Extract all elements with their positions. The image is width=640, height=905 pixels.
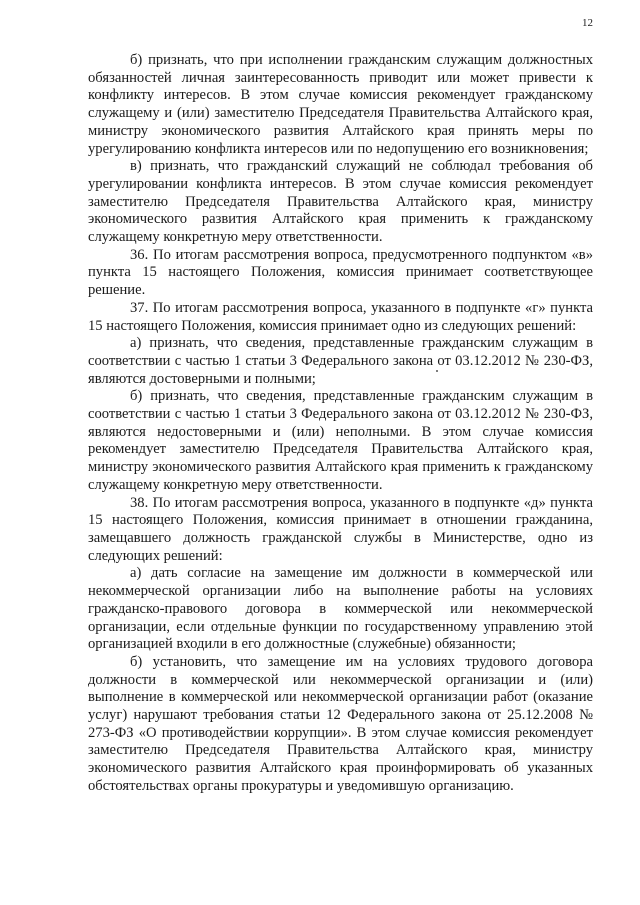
scan-speck: [436, 370, 438, 372]
paragraph-37: 37. По итогам рассмотрения вопроса, указанного в подпункте «г» пункта 15 настоящего Положения, комиссия принимает одно из следующих решений:: [88, 299, 593, 334]
paragraph-38b: б) установить, что замещение им на условиях трудового договора должности в коммерческой или некоммерческой организации и (или) выполнение в коммерческой или некоммерческой организации работ (оказание услуг) нарушают требования статьи 12 Федерального закона от 25.12.2008 № 273-ФЗ «О противодействии коррупции». В этом случае комиссия рекомендует заместителю Председателя Правительства Алтайского края, министру экономического развития Алтайского края проинформировать об указанных обстоятельствах органы прокуратуры и уведомившую организацию.: [88, 653, 593, 794]
paragraph-35c: в) признать, что гражданский служащий не соблюдал требования об урегулировании конфликта интересов. В этом случае комиссия рекомендует заместителю Председателя Правительства Алтайского края, министру экономического развития Алтайского края применить к гражданскому служащему конкретную меру ответственности.: [88, 158, 593, 246]
paragraph-35b: б) признать, что при исполнении гражданским служащим должностных обязанностей личная заинтересованность приводит или может привести к конфликту интересов. В этом случае комиссия рекомендует гражданскому служащему и (или) заместителю Председателя Правительства Алтайского края, министру экономического развития Алтайского края принять меры по урегулированию конфликта интересов или по недопущению его возникновения;: [88, 52, 593, 157]
document-body: [88, 52, 593, 796]
paragraph-38a: а) дать согласие на замещение им должности в коммерческой или некоммерческой организации либо на выполнение работы на условиях гражданско-правового договора в коммерческой или некоммерческой организации, если отдельные функции по государственному управлению этой организацией входили в его должностные (служебные) обязанности;: [88, 565, 593, 653]
page-number: 12: [582, 17, 593, 29]
paragraph-38: 38. По итогам рассмотрения вопроса, указанного в подпункте «д» пункта 15 настоящего Положения, комиссия принимает в отношении гражданина, замещавшего должность гражданской службы в Министерстве, одно из следующих решений:: [88, 494, 593, 564]
paragraph-37b: б) признать, что сведения, представленные гражданским служащим в соответствии с частью 1 статьи 3 Федерального закона от 03.12.2012 № 230-ФЗ, являются недостоверными и (или) неполными. В этом случае комиссия рекомендует заместителю Председателя Правительства Алтайского края, министру экономического развития Алтайского края применить к гражданскому служащему конкретную меру ответственности.: [88, 388, 593, 493]
paragraph-37a: а) признать, что сведения, представленные гражданским служащим в соответствии с частью 1 статьи 3 Федерального закона от 03.12.2012 № 230-ФЗ, являются достоверными и полными;: [88, 335, 593, 387]
paragraph-36: 36. По итогам рассмотрения вопроса, предусмотренного подпунктом «в» пункта 15 настоящего Положения, комиссия принимает соответствующее решение.: [88, 246, 593, 299]
